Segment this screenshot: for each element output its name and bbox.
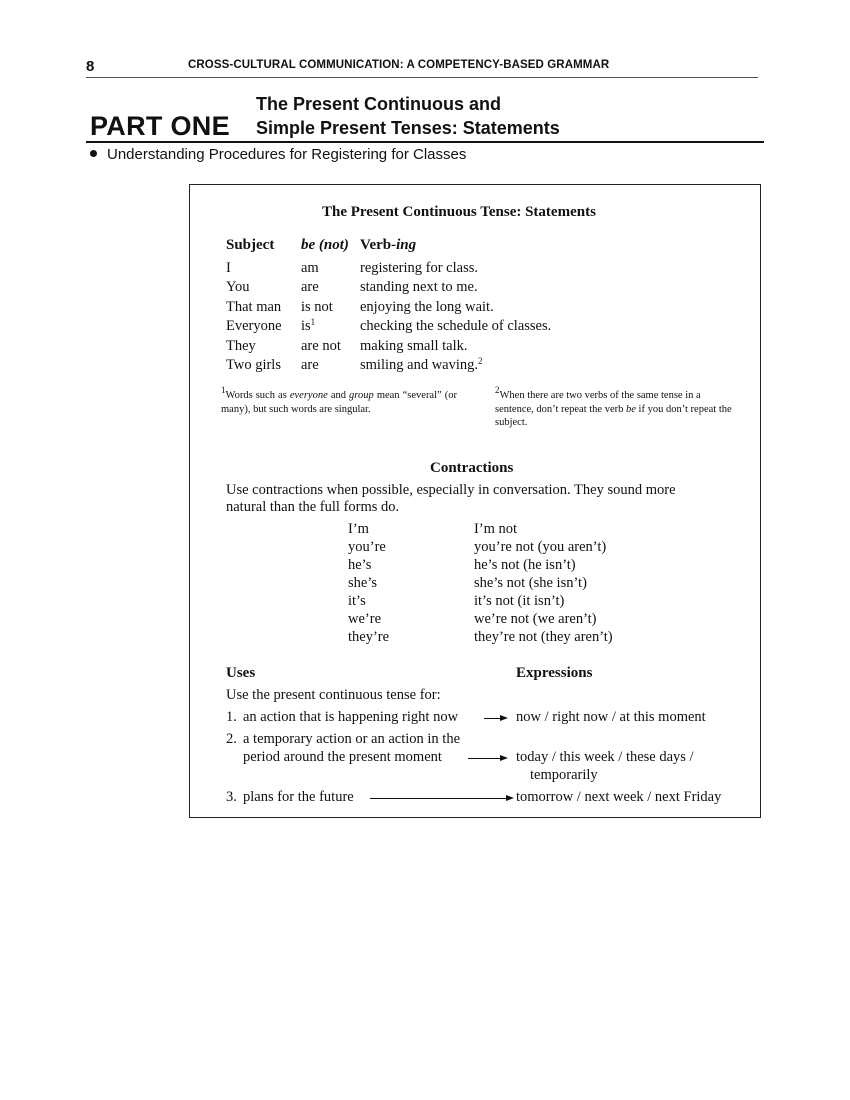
bullet-icon [90, 150, 97, 157]
use-item-expression-line2: temporarily [530, 767, 598, 783]
row-be: am [301, 260, 319, 276]
footnote-2-text-b: if you don’t repeat the subject. [495, 403, 732, 428]
row-be [301, 318, 315, 335]
contraction-negative: it’s not (it isn’t) [474, 593, 565, 609]
row-verb: making small talk. [360, 338, 468, 354]
row-subject: Two girls [226, 357, 281, 373]
footnote-1-italic-a: everyone [289, 390, 328, 401]
contractions-intro-line2: natural than the full forms do. [226, 499, 400, 515]
contractions-intro-line1: Use contractions when possible, especially in conversation. They sound more [226, 482, 676, 498]
footnote-1-number: 1 [221, 385, 226, 395]
footnote-1-italic-b: group [349, 390, 374, 401]
contraction-negative: I’m not [474, 521, 518, 537]
header-verb-prefix: Verb- [360, 237, 397, 253]
header-be-word: be [301, 237, 316, 253]
use-item-number: 3. [226, 789, 237, 805]
use-item-number: 1. [226, 709, 237, 725]
footnote-2 [495, 385, 741, 430]
part-title-line2: Simple Present Tenses: Statements [256, 118, 560, 138]
contraction-negative: she’s not (she isn’t) [474, 575, 587, 591]
footnote-2-italic: be [626, 403, 636, 415]
contraction-positive: we’re [348, 611, 382, 627]
part-label: PART ONE [90, 111, 230, 141]
row-be: are not [301, 338, 341, 354]
running-head: CROSS-CULTURAL COMMUNICATION: A COMPETENCY-BASED GRAMMAR [188, 59, 610, 71]
use-item-expression: today / this week / these days / [516, 749, 694, 765]
header-verb [360, 237, 416, 254]
use-item-text: plans for the future [243, 789, 354, 805]
contraction-negative: he’s not (he isn’t) [474, 557, 576, 573]
contraction-negative: they’re not (they aren’t) [474, 629, 613, 645]
row-be: is not [301, 299, 333, 315]
header-divider [86, 77, 758, 78]
row-verb [360, 357, 483, 374]
contraction-positive: it’s [348, 593, 366, 609]
row-subject: That man [226, 299, 282, 315]
row-be: are [301, 357, 319, 373]
header-subject: Subject [226, 237, 275, 253]
footnote-1-text-c: mean “several” (or many), but such words are singular. [221, 390, 457, 415]
use-item-3 [226, 789, 354, 806]
uses-intro: Use the present continuous tense for: [226, 687, 441, 703]
arrow-line [484, 718, 500, 719]
use-item-expression: tomorrow / next week / next Friday [516, 789, 722, 805]
use-item-expression: now / right now / at this moment [516, 709, 706, 725]
grammar-box [189, 184, 761, 818]
use-item-1 [226, 709, 458, 726]
footnote-2-number: 2 [495, 385, 500, 395]
row-be-word: is [301, 318, 311, 334]
row-verb: registering for class. [360, 260, 478, 276]
footnote-ref-2: 2 [478, 356, 483, 366]
contraction-positive: they’re [348, 629, 390, 645]
contraction-negative: you’re not (you aren’t) [474, 539, 607, 555]
header-verb-suffix: ing [396, 237, 417, 253]
row-subject: I [226, 260, 231, 276]
row-verb: enjoying the long wait. [360, 299, 494, 315]
part-divider [86, 141, 764, 143]
row-subject: You [226, 279, 250, 295]
section-bullet-text: Understanding Procedures for Registering for Classes [107, 146, 467, 163]
section-bullet [90, 146, 466, 163]
footnote-1-text-b: and [327, 390, 350, 401]
arrow-icon [500, 715, 508, 721]
row-subject: They [226, 338, 256, 354]
footnote-ref-1: 1 [310, 317, 316, 327]
arrow-icon [500, 755, 508, 761]
footnote-1 [221, 385, 457, 416]
header-be [301, 237, 349, 254]
use-item-text-line2: period around the present moment [243, 749, 442, 765]
contractions-title: Contractions [430, 460, 514, 476]
arrow-icon [506, 795, 514, 801]
row-verb: checking the schedule of classes. [360, 318, 552, 334]
row-verb: standing next to me. [360, 279, 478, 295]
use-item-text: an action that is happening right now [243, 709, 459, 725]
contraction-positive: I’m [348, 521, 369, 537]
expressions-label: Expressions [516, 665, 593, 681]
use-item-2 [226, 731, 460, 748]
page-number: 8 [86, 58, 95, 75]
use-item-number: 2. [226, 731, 237, 747]
uses-label: Uses [226, 665, 256, 681]
contraction-positive: you’re [348, 539, 386, 555]
contraction-negative: we’re not (we aren’t) [474, 611, 597, 627]
row-be: are [301, 279, 319, 295]
use-item-text: a temporary action or an action in the [243, 731, 461, 747]
contraction-positive: she’s [348, 575, 377, 591]
contraction-positive: he’s [348, 557, 372, 573]
footnote-2-text-a: When there are two verbs of the same tense in a sentence, don’t repeat the verb [495, 390, 701, 415]
arrow-line [370, 798, 506, 799]
row-subject: Everyone [226, 318, 282, 334]
arrow-line [468, 758, 500, 759]
header-be-not: (not) [315, 237, 349, 253]
row-verb-text: smiling and waving. [360, 357, 479, 373]
footnote-1-text-a: Words such as [225, 390, 290, 401]
part-title-line1: The Present Continuous and [256, 94, 502, 114]
box-title: The Present Continuous Tense: Statements [322, 204, 596, 220]
